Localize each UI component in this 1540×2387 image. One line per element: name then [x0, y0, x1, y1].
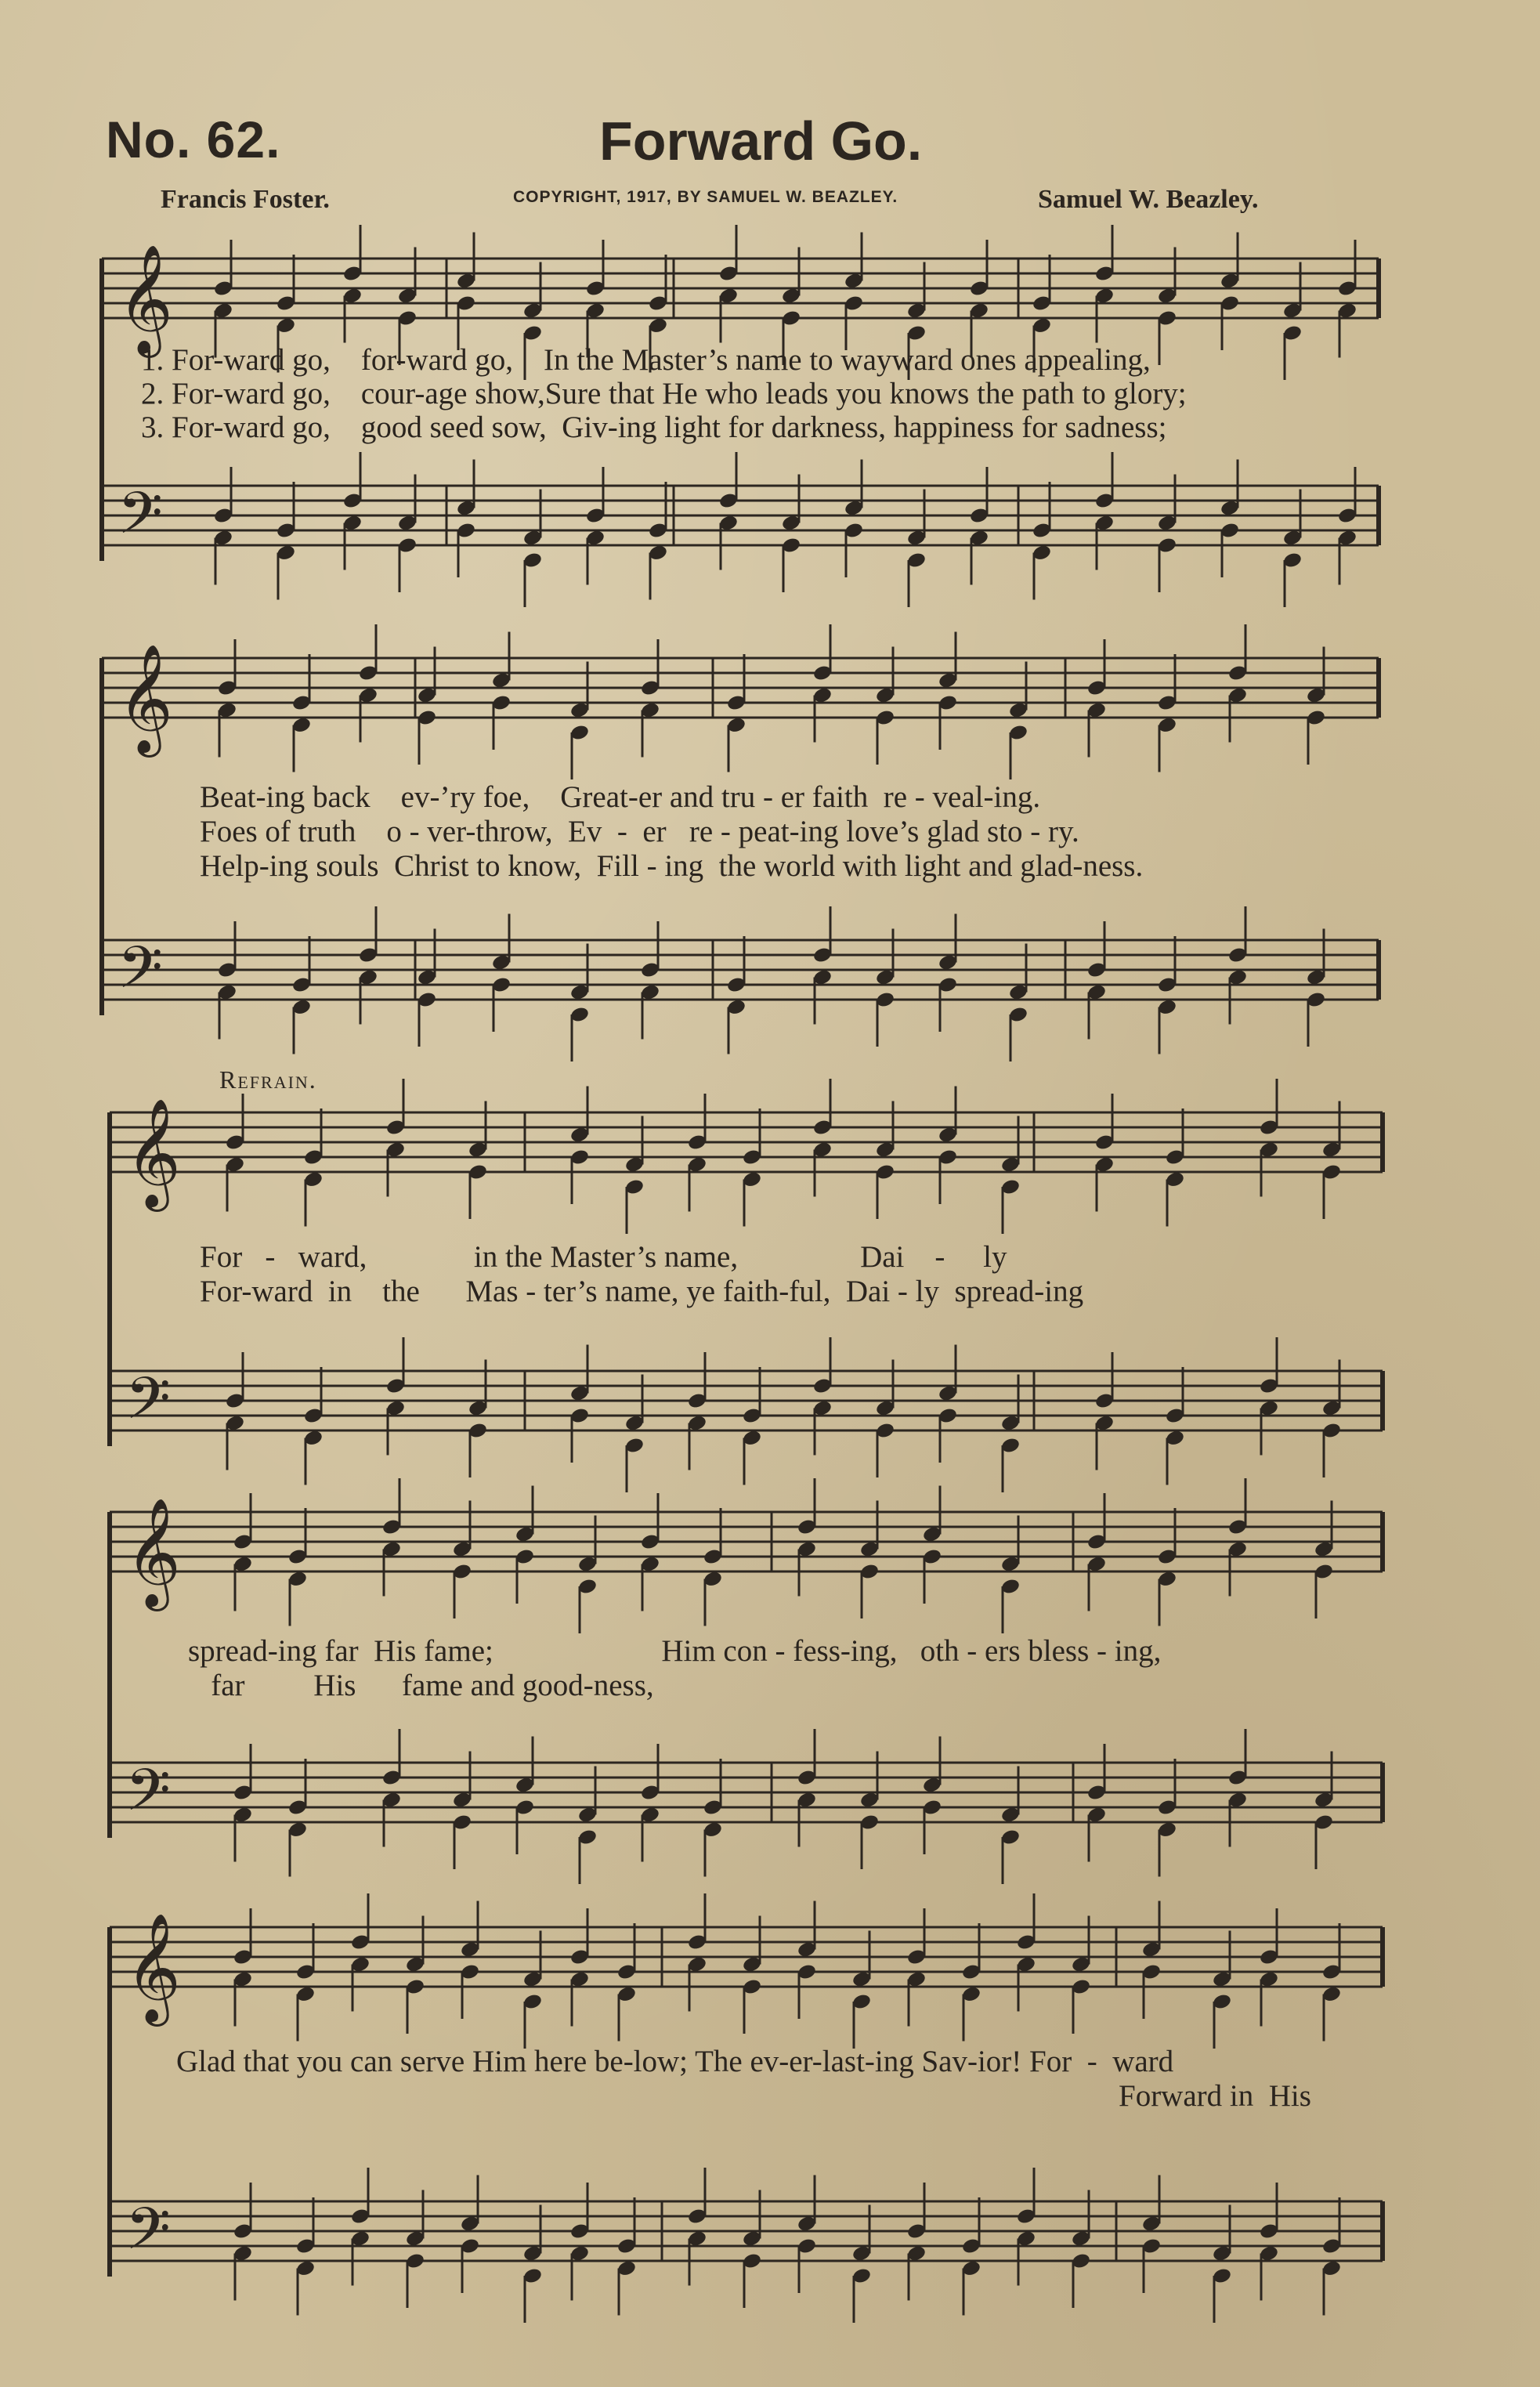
verse-2-line-2: Foes of truth o - ver-throw, Ev - er re - peat-ing love’s glad sto - ry. — [200, 815, 1079, 848]
verse-2-line-1: 2. For-ward go, cour-age show,Sure that He who leads you knows the path to glory; — [141, 377, 1187, 410]
bass-staff — [110, 1763, 1383, 1822]
refrain-line-3-lower: Forward in His — [1119, 2079, 1311, 2113]
verse-1-line-2: Beat-ing back ev-’ry foe, Great-er and tru - er faith re - veal-ing. — [200, 780, 1041, 814]
bass-staff — [102, 940, 1379, 1000]
treble-staff — [110, 1112, 1383, 1172]
treble-clef: 𝄞 — [125, 1098, 181, 1207]
music-staves — [0, 1880, 1540, 2350]
hymn-composer: Samuel W. Beazley. — [1038, 185, 1259, 214]
hymn-number: No. 62. — [106, 110, 281, 168]
music-system-3-refrain — [0, 1065, 1540, 1504]
bass-clef: 𝄢 — [117, 934, 163, 1016]
refrain-line-1-upper: For - ward, in the Master’s name, Dai - ly — [200, 1240, 1007, 1274]
treble-staff — [102, 658, 1379, 718]
treble-clef: 𝄞 — [125, 1913, 181, 2022]
copyright-notice: COPYRIGHT, 1917, BY SAMUEL W. BEAZLEY. — [513, 188, 898, 206]
refrain-label: Refrain. — [219, 1065, 317, 1094]
refrain-line-2-upper: spread-ing far His fame; Him con - fess-ing, oth - ers bless - ing, — [188, 1634, 1162, 1668]
verse-1-line-1: 1. For-ward go, for-ward go, In the Master’s name to wayward ones appealing, — [141, 343, 1151, 377]
music-system-5 — [0, 1880, 1540, 2350]
verse-3-line-1: 3. For-ward go, good seed sow, Giv-ing light for darkness, happiness for sadness; — [141, 410, 1167, 444]
treble-clef: 𝄞 — [117, 644, 173, 753]
refrain-line-2-lower: far His fame and good-ness, — [188, 1669, 654, 1702]
bass-clef: 𝄢 — [125, 1756, 171, 1839]
music-system-1 — [0, 227, 1540, 580]
hymn-title: Forward Go. — [599, 110, 923, 172]
music-system-4 — [0, 1498, 1540, 1872]
treble-clef: 𝄞 — [117, 244, 173, 353]
music-system-2 — [0, 611, 1540, 1050]
treble-clef: 𝄞 — [125, 1498, 181, 1607]
bass-clef: 𝄢 — [117, 479, 163, 562]
bass-clef: 𝄢 — [125, 1365, 171, 1447]
bass-clef: 𝄢 — [125, 2195, 171, 2277]
bass-staff — [110, 1371, 1383, 1430]
hymn-author: Francis Foster. — [161, 185, 330, 214]
refrain-line-3-upper: Glad that you can serve Him here be-low; The ev-er-last-ing Sav-ior! For - ward — [176, 2045, 1174, 2078]
treble-staff — [110, 1512, 1383, 1571]
verse-3-line-2: Help-ing souls Christ to know, Fill - ing the world with light and glad-ness. — [200, 849, 1144, 883]
refrain-line-1-lower: For-ward in the Mas - ter’s name, ye faith-ful, Dai - ly spread-ing — [200, 1275, 1084, 1308]
